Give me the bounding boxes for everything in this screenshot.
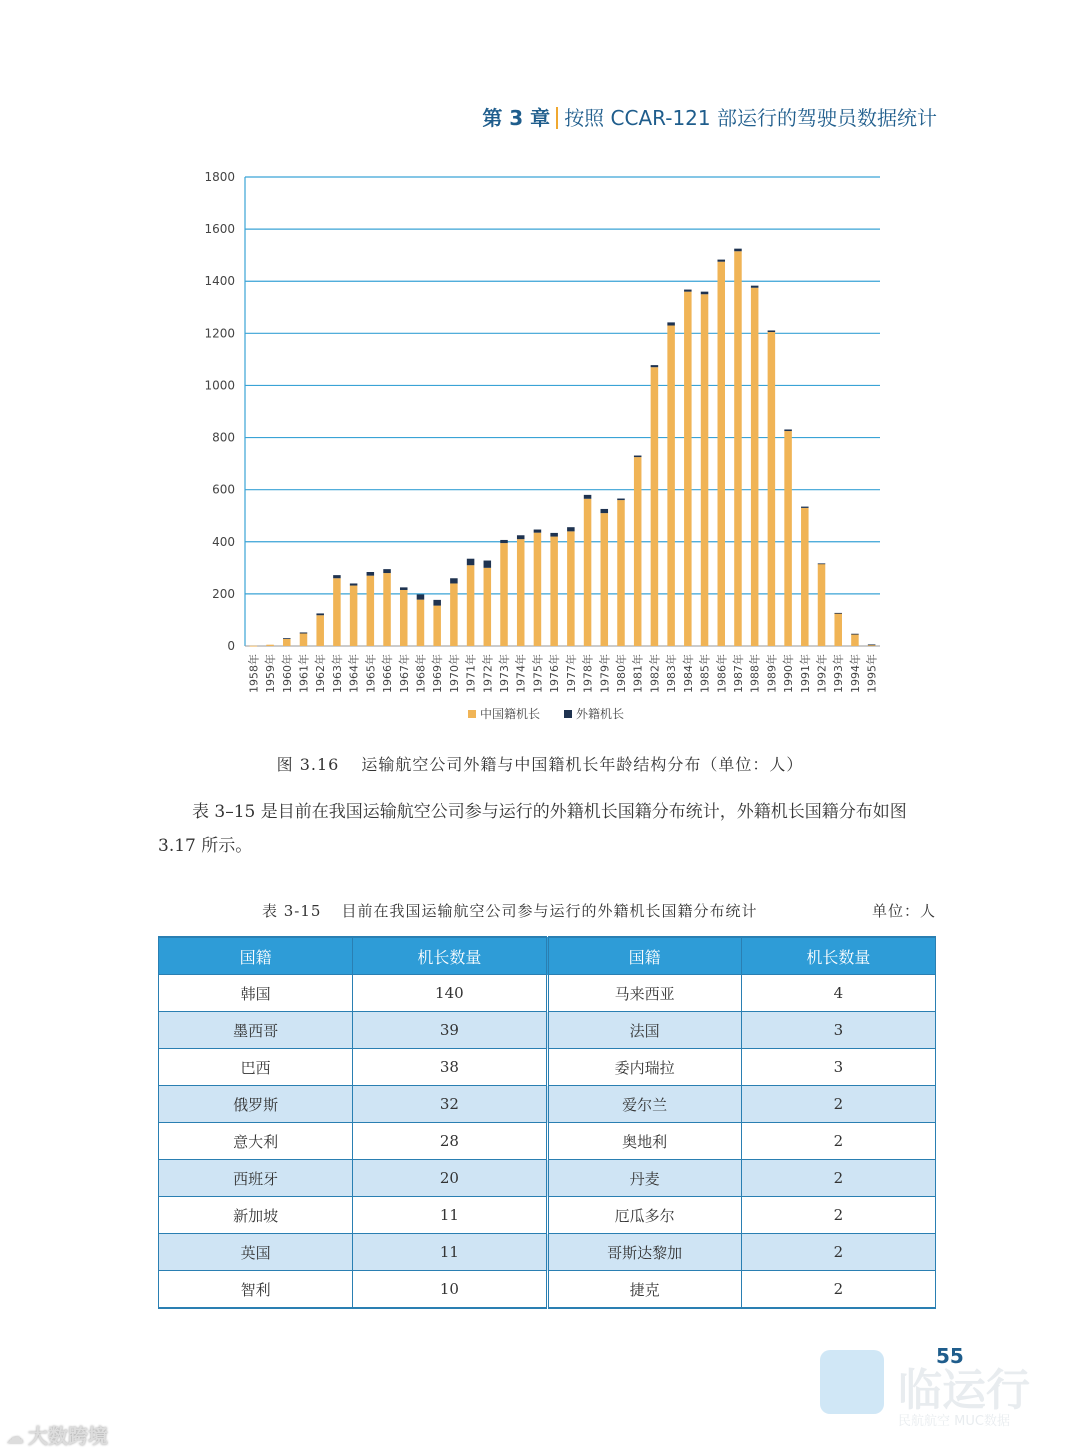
bar-chinese-captain [417, 600, 425, 646]
figure-number: 图 3.16 [276, 755, 340, 774]
bar-chinese-captain [300, 633, 308, 646]
bar-foreign-captain [550, 533, 558, 537]
x-tick-label: 1992年 [815, 654, 829, 693]
x-tick-label: 1958年 [247, 654, 261, 693]
x-tick-label: 1961年 [297, 654, 311, 693]
bar-chinese-captain [450, 583, 458, 646]
cell-nationality: 厄瓜多尔 [547, 1197, 741, 1234]
bar-chinese-captain [283, 639, 291, 646]
bar-foreign-captain [751, 286, 759, 288]
bar-chinese-captain [400, 590, 408, 646]
bar-chinese-captain [634, 457, 642, 646]
bar-foreign-captain [367, 572, 375, 576]
cell-nationality: 委内瑞拉 [547, 1049, 741, 1086]
table-header-row [159, 937, 936, 975]
y-tick-label: 1600 [204, 222, 235, 237]
bar-chinese-captain [567, 531, 575, 646]
x-tick-label: 1990年 [782, 654, 796, 693]
y-tick-label: 200 [212, 586, 235, 601]
cell-count: 2 [741, 1234, 935, 1271]
x-tick-label: 1972年 [481, 654, 495, 693]
table-caption [262, 900, 936, 921]
bar-foreign-captain [801, 507, 809, 508]
bar-foreign-captain [534, 530, 542, 533]
cell-count: 39 [353, 1012, 547, 1049]
y-tick-label: 1000 [204, 378, 235, 393]
x-tick-label: 1967年 [397, 654, 411, 693]
bar-foreign-captain [300, 632, 308, 633]
bar-chinese-captain [316, 615, 324, 646]
table-row [159, 1271, 936, 1309]
figure-caption [0, 752, 1080, 775]
cell-nationality: 新加坡 [159, 1197, 353, 1234]
cell-nationality: 俄罗斯 [159, 1086, 353, 1123]
bar-foreign-captain [851, 634, 859, 635]
header-count-right: 机长数量 [741, 937, 935, 975]
header-count-left: 机长数量 [353, 937, 547, 975]
bar-foreign-captain [684, 290, 692, 292]
cell-count: 2 [741, 1086, 935, 1123]
bar-chinese-captain [266, 645, 274, 646]
x-tick-label: 1982年 [648, 654, 662, 693]
bar-chinese-captain [717, 262, 725, 646]
bar-foreign-captain [717, 260, 725, 262]
bar-chinese-captain [534, 533, 542, 646]
bar-chinese-captain [383, 573, 391, 646]
cell-nationality: 智利 [159, 1271, 353, 1309]
nationality-table [158, 936, 936, 1309]
x-tick-label: 1960年 [280, 654, 294, 693]
bar-foreign-captain [484, 561, 492, 568]
bar-chinese-captain [584, 499, 592, 646]
header-divider [556, 107, 558, 129]
x-tick-label: 1980年 [614, 654, 628, 693]
x-tick-label: 1985年 [698, 654, 712, 693]
bar-foreign-captain [500, 540, 508, 543]
table-caption-text: 目前在我国运输航空公司参与运行的外籍机长国籍分布统计 [341, 902, 758, 920]
table-row [159, 1049, 936, 1086]
age-distribution-chart [190, 165, 890, 740]
bar-chinese-captain [250, 646, 258, 647]
bar-foreign-captain [834, 613, 842, 614]
header-nationality-right: 国籍 [547, 937, 741, 975]
x-tick-label: 1969年 [431, 654, 445, 693]
bar-foreign-captain [734, 249, 742, 252]
x-tick-label: 1981年 [631, 654, 645, 693]
cell-count: 4 [741, 975, 935, 1012]
table-row [159, 1160, 936, 1197]
y-tick-label: 400 [212, 534, 235, 549]
bar-chinese-captain [684, 292, 692, 646]
x-tick-label: 1991年 [798, 654, 812, 693]
bar-foreign-captain [784, 429, 792, 431]
cell-nationality: 捷克 [547, 1271, 741, 1309]
x-tick-label: 1976年 [548, 654, 562, 693]
bar-chinese-captain [784, 431, 792, 646]
bar-chinese-captain [751, 288, 759, 646]
bar-chinese-captain [617, 500, 625, 646]
legend-swatch-foreign [564, 710, 572, 718]
bar-chinese-captain [734, 251, 742, 646]
x-tick-label: 1984年 [681, 654, 695, 693]
watermark-left [6, 1420, 108, 1449]
x-tick-label: 1994年 [848, 654, 862, 693]
bar-foreign-captain [316, 613, 324, 615]
x-tick-label: 1995年 [865, 654, 879, 693]
y-tick-label: 0 [227, 639, 235, 653]
bar-foreign-captain [617, 499, 625, 501]
cell-count: 38 [353, 1049, 547, 1086]
cell-nationality: 奥地利 [547, 1123, 741, 1160]
x-tick-label: 1983年 [665, 654, 679, 693]
bar-chinese-captain [851, 634, 859, 646]
x-tick-label: 1971年 [464, 654, 478, 693]
bar-chinese-captain [484, 568, 492, 646]
bar-foreign-captain [601, 509, 609, 513]
watermark-subtitle: 民航航空 MUC数据 [898, 1414, 1010, 1429]
y-tick-label: 1400 [204, 274, 235, 289]
bar-chinese-captain [500, 543, 508, 646]
chapter-number: 第 3 章 [482, 106, 551, 130]
table-unit: 单位：人 [871, 902, 936, 920]
x-tick-label: 1965年 [364, 654, 378, 693]
x-tick-label: 1977年 [564, 654, 578, 693]
y-tick-label: 600 [212, 482, 235, 497]
x-tick-label: 1989年 [765, 654, 779, 693]
bar-foreign-captain [400, 587, 408, 590]
bar-chinese-captain [651, 367, 659, 646]
table-row [159, 1012, 936, 1049]
bar-foreign-captain [818, 563, 826, 564]
watermark-title: 临运行 [898, 1365, 1030, 1416]
x-tick-label: 1962年 [314, 654, 328, 693]
bar-foreign-captain [467, 559, 475, 566]
bar-chinese-captain [367, 576, 375, 646]
cell-nationality: 英国 [159, 1234, 353, 1271]
cell-nationality: 马来西亚 [547, 975, 741, 1012]
watermark-left-text: 大数跨境 [28, 1424, 108, 1448]
cell-count: 28 [353, 1123, 547, 1160]
x-tick-label: 1974年 [514, 654, 528, 693]
x-tick-label: 1966年 [381, 654, 395, 693]
cell-count: 2 [741, 1271, 935, 1309]
table-row [159, 1234, 936, 1271]
bar-chinese-captain [467, 565, 475, 646]
cell-count: 20 [353, 1160, 547, 1197]
chapter-title: 按照 CCAR-121 部运行的驾驶员数据统计 [564, 106, 937, 130]
x-tick-label: 1973年 [498, 654, 512, 693]
cell-count: 2 [741, 1123, 935, 1160]
bar-foreign-captain [634, 456, 642, 458]
plane-icon [820, 1350, 884, 1414]
x-tick-label: 1975年 [531, 654, 545, 693]
bar-foreign-captain [333, 575, 341, 578]
table-number: 表 3-15 [262, 902, 322, 920]
cell-count: 140 [353, 975, 547, 1012]
table-row [159, 1123, 936, 1160]
x-tick-label: 1979年 [598, 654, 612, 693]
bar-chinese-captain [768, 332, 776, 646]
cell-nationality: 爱尔兰 [547, 1086, 741, 1123]
y-tick-label: 800 [212, 430, 235, 445]
bar-chinese-captain [333, 578, 341, 646]
cell-nationality: 哥斯达黎加 [547, 1234, 741, 1271]
bar-foreign-captain [567, 527, 575, 531]
cell-count: 2 [741, 1160, 935, 1197]
bar-foreign-captain [350, 583, 358, 585]
bar-chinese-captain [350, 586, 358, 646]
bar-foreign-captain [283, 638, 291, 639]
cell-count: 11 [353, 1234, 547, 1271]
bar-foreign-captain [768, 330, 776, 332]
x-tick-label: 1986年 [715, 654, 729, 693]
table-row [159, 1086, 936, 1123]
bar-foreign-captain [517, 535, 525, 539]
cloud-icon: ☁ [6, 1427, 24, 1448]
bar-chinese-captain [818, 564, 826, 646]
cell-count: 2 [741, 1197, 935, 1234]
cell-nationality: 法国 [547, 1012, 741, 1049]
cell-nationality: 墨西哥 [159, 1012, 353, 1049]
bar-chinese-captain [701, 294, 709, 646]
bar-foreign-captain [868, 644, 876, 645]
bar-chinese-captain [433, 606, 441, 646]
bar-foreign-captain [383, 569, 391, 573]
bar-chinese-captain [517, 539, 525, 646]
bar-chinese-captain [601, 513, 609, 646]
bar-chinese-captain [550, 537, 558, 646]
y-tick-label: 1200 [204, 326, 235, 341]
table-row [159, 975, 936, 1012]
y-tick-label: 1800 [204, 170, 235, 184]
x-tick-label: 1993年 [832, 654, 846, 693]
legend-label: 中国籍机长 [480, 707, 541, 721]
bar-foreign-captain [651, 365, 659, 367]
bar-foreign-captain [667, 322, 675, 325]
body-paragraph: 表 3–15 是目前在我国运输航空公司参与运行的外籍机长国籍分布统计，外籍机长国籍分布如图 3.17 所示。 [158, 802, 907, 856]
bar-chinese-captain [801, 508, 809, 646]
legend-swatch-chinese [468, 710, 476, 718]
table-row [159, 1197, 936, 1234]
cell-count: 3 [741, 1012, 935, 1049]
x-tick-label: 1968年 [414, 654, 428, 693]
x-tick-label: 1978年 [581, 654, 595, 693]
x-tick-label: 1959年 [264, 654, 278, 693]
bar-foreign-captain [701, 292, 709, 295]
header-nationality-left: 国籍 [159, 937, 353, 975]
chapter-header [482, 102, 937, 131]
cell-nationality: 韩国 [159, 975, 353, 1012]
x-tick-label: 1988年 [748, 654, 762, 693]
cell-nationality: 巴西 [159, 1049, 353, 1086]
bar-foreign-captain [417, 594, 425, 599]
legend-label: 外籍机长 [576, 707, 625, 721]
cell-count: 10 [353, 1271, 547, 1309]
page-number: 55 [936, 1344, 964, 1368]
x-tick-label: 1964年 [347, 654, 361, 693]
x-tick-label: 1970年 [447, 654, 461, 693]
cell-count: 3 [741, 1049, 935, 1086]
bar-chinese-captain [834, 613, 842, 646]
cell-count: 32 [353, 1086, 547, 1123]
bar-foreign-captain [584, 495, 592, 499]
bar-chinese-captain [667, 326, 675, 646]
bar-foreign-captain [433, 600, 441, 606]
x-tick-label: 1963年 [330, 654, 344, 693]
figure-caption-text: 运输航空公司外籍与中国籍机长年龄结构分布（单位：人） [361, 755, 804, 774]
x-tick-label: 1987年 [731, 654, 745, 693]
bar-foreign-captain [450, 578, 458, 583]
cell-count: 11 [353, 1197, 547, 1234]
cell-nationality: 意大利 [159, 1123, 353, 1160]
cell-nationality: 丹麦 [547, 1160, 741, 1197]
watermark-logo [820, 1350, 1060, 1435]
cell-nationality: 西班牙 [159, 1160, 353, 1197]
